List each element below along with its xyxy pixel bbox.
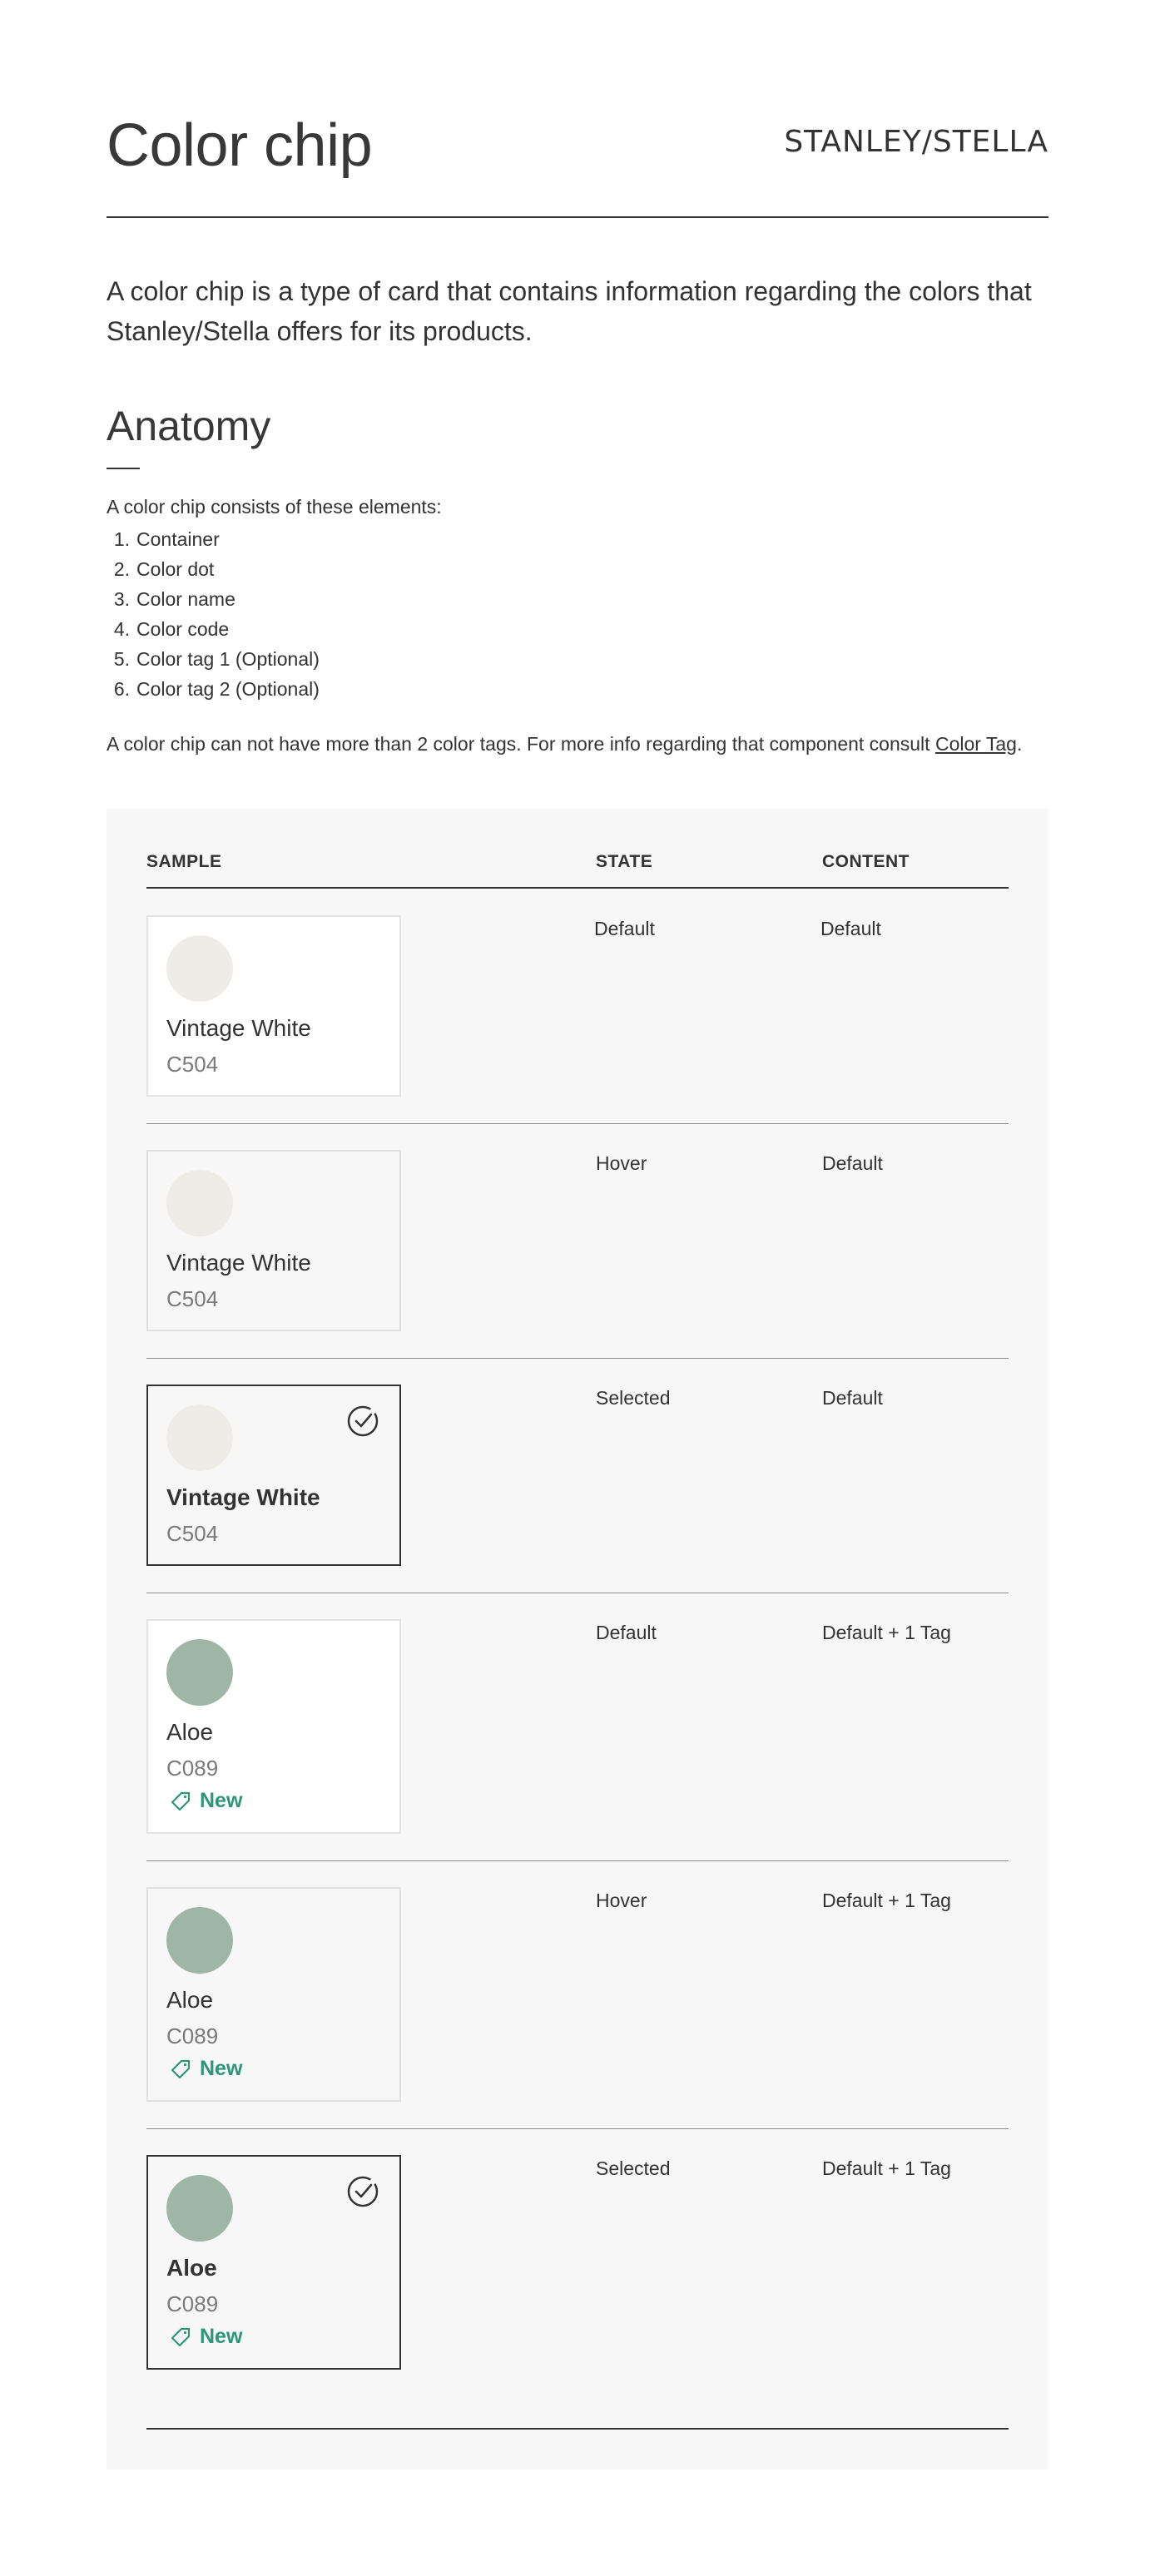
list-item: 5. Color tag 1 (Optional) (113, 648, 320, 670)
color-code: C089 (166, 2024, 219, 2048)
column-header-content: CONTENT (822, 852, 910, 871)
color-chip-hover-tag[interactable] (146, 1887, 401, 2102)
color-name: Vintage White (166, 1015, 311, 1041)
state-cell: Hover (596, 1152, 647, 1174)
color-name: Aloe (166, 1987, 214, 2013)
tag-icon (170, 2058, 191, 2080)
color-code: C089 (166, 2291, 219, 2316)
color-code: C504 (166, 1286, 219, 1311)
state-cell: Hover (596, 1890, 647, 1911)
state-cell: Default (596, 1622, 657, 1643)
column-header-state: STATE (596, 852, 653, 871)
page-title: Color chip (107, 112, 373, 179)
content-cell: Default (820, 918, 881, 939)
color-dot (166, 1907, 233, 1974)
color-dot (166, 2175, 233, 2242)
color-name: Aloe (166, 2255, 217, 2281)
header-divider (146, 887, 1009, 889)
brand-logo[interactable]: STANLEY/STELLA (784, 125, 1048, 159)
row-divider (146, 1123, 1009, 1124)
tag-icon (170, 1791, 191, 1812)
row-divider (146, 2128, 1009, 2129)
intro-paragraph: A color chip is a type of card that contains information regarding the colors that Stanley/Stella offers for its products. (107, 276, 1032, 346)
state-cell: Default (594, 918, 655, 939)
column-header-sample: SAMPLE (146, 852, 222, 871)
color-chip-default-tag[interactable] (146, 1619, 401, 1834)
color-code: C089 (166, 1756, 219, 1781)
color-dot (166, 1639, 233, 1706)
list-item: 2. Color dot (113, 558, 215, 580)
color-code: C504 (166, 1521, 219, 1546)
color-tag-note: A color chip can not have more than 2 color tags. For more info regarding that component consult Color Tag. (107, 733, 1023, 755)
color-tag (170, 2325, 242, 2349)
color-dot (166, 1404, 233, 1471)
row-divider (146, 1358, 1009, 1359)
list-item: 3. Color name (113, 588, 235, 610)
color-name: Aloe (166, 1719, 214, 1745)
tag-label: New (200, 2325, 243, 2348)
content-cell: Default + 1 Tag (822, 1890, 951, 1911)
check-circle-icon (346, 1404, 379, 1438)
check-circle-icon (346, 2175, 379, 2208)
state-cell: Selected (596, 1387, 671, 1409)
color-chip-hover[interactable] (146, 1150, 401, 1331)
anatomy-heading: Anatomy (107, 403, 271, 449)
color-dot (166, 935, 233, 1002)
color-chip-default[interactable] (146, 915, 401, 1097)
elements-intro: A color chip consists of these elements: (107, 496, 442, 518)
color-chip-selected-tag[interactable] (146, 2155, 401, 2370)
color-name: Vintage White (166, 1484, 320, 1510)
list-item: 4. Color code (113, 618, 230, 640)
anatomy-divider (107, 468, 140, 469)
content-cell: Default (822, 1152, 883, 1174)
tag-label: New (200, 2057, 243, 2080)
tag-label: New (200, 1789, 243, 1812)
list-item: 6. Color tag 2 (Optional) (113, 678, 320, 700)
page-header (107, 108, 1048, 218)
list-item: 1. Container (113, 528, 220, 550)
content-cell: Default + 1 Tag (822, 1622, 951, 1643)
color-tag (170, 1789, 242, 1813)
state-cell: Selected (596, 2157, 671, 2179)
color-dot (166, 1170, 233, 1236)
row-divider (146, 1860, 1009, 1861)
color-tag (170, 2057, 242, 2081)
elements-list (107, 524, 320, 704)
color-tag-link[interactable]: Color Tag (934, 733, 1017, 755)
table-bottom-divider (146, 2428, 1009, 2430)
tag-icon (170, 2326, 191, 2348)
color-chip-selected[interactable] (146, 1385, 401, 1566)
color-code: C504 (166, 1052, 219, 1077)
color-name: Vintage White (166, 1250, 311, 1276)
content-cell: Default (822, 1387, 883, 1409)
content-cell: Default + 1 Tag (822, 2157, 951, 2179)
